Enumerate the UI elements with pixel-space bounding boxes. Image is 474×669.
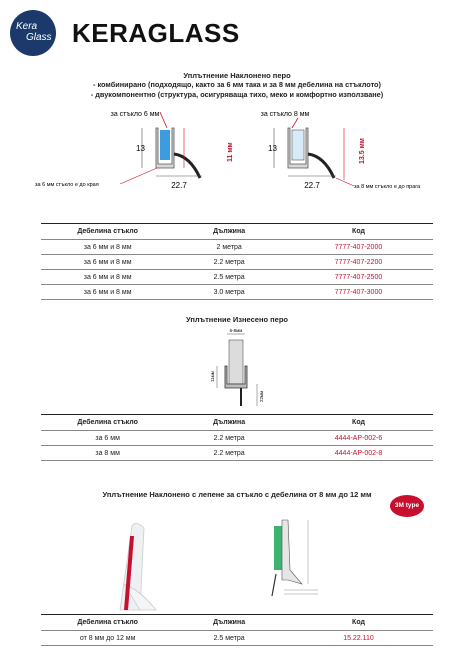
dim-width: 22.7: [171, 181, 187, 190]
keraglass-logo: [10, 10, 56, 56]
table-header-row: [41, 224, 433, 240]
table-row: [41, 255, 433, 270]
cell-length: 2.5 метра: [174, 631, 284, 646]
table-header-row: [41, 615, 433, 631]
seal-fin: [308, 154, 334, 178]
dim-left: 11мм: [210, 371, 215, 382]
cell-length: 2.2 метра: [174, 431, 284, 446]
th-code: Код: [284, 615, 433, 631]
table-protruding-seal: [41, 414, 433, 461]
profile-diagram-8mm: [220, 104, 421, 204]
logo-text: [16, 21, 52, 43]
th-thickness: Дебелина стъкло: [41, 415, 174, 431]
cell-length: 2.2 метра: [174, 255, 284, 270]
cell-thickness: за 6 мм и 8 мм: [41, 285, 174, 300]
cell-thickness: от 8 мм до 12 мм: [41, 631, 174, 646]
cell-length: 3.0 метра: [174, 285, 284, 300]
dim-width: 22.7: [304, 181, 320, 190]
table-row: [41, 270, 433, 285]
dim-height: 13: [268, 144, 277, 153]
section2-title: Уплътнение Изнесено перо: [185, 315, 289, 324]
section1-line-1: - комбинирано (подходящо, както за 6 мм така и за 8 мм дебелина на стъклото): [93, 80, 381, 89]
arrow-note: [120, 168, 157, 184]
cell-length: 2.2 метра: [174, 446, 284, 461]
profile-diagram-6mm: [35, 104, 234, 204]
section1-line-2: - двукомпонентно (структура, осигуряваща тихо, меко и комфортно използване): [90, 90, 384, 99]
seal-fin: [272, 574, 276, 596]
section1-title: Уплътнение Наклонено перо: [183, 71, 291, 80]
th-code: Код: [284, 415, 433, 431]
dim-top: 6-8мм: [229, 328, 243, 333]
cell-code: 4444-AP-002-6: [284, 431, 433, 446]
th-length: Дължина: [174, 224, 284, 240]
th-code: Код: [284, 224, 433, 240]
glass-panel: [274, 526, 282, 570]
glass-panel: [229, 340, 243, 384]
table-inclined-seal: [41, 223, 433, 300]
cell-thickness: за 6 мм и 8 мм: [41, 240, 174, 255]
cell-thickness: за 8 мм: [41, 446, 174, 461]
badge-3m-type: 3M type: [390, 495, 424, 517]
arrow-pointer: [292, 118, 298, 128]
label-8mm-note: за 8 мм стъкло е до прага: [354, 184, 421, 190]
arrow-pointer: [160, 112, 167, 128]
label-glass-8mm: за стъкло 8 мм: [260, 111, 310, 118]
cell-thickness: за 6 мм: [41, 431, 174, 446]
arrow-note: [336, 178, 354, 186]
glass-panel: [292, 130, 304, 160]
th-thickness: Дебелина стъкло: [41, 615, 174, 631]
dim-height: 13: [136, 144, 145, 153]
table-row: [41, 285, 433, 300]
seal-fin: [174, 154, 200, 178]
cell-code: 7777-407-2500: [284, 270, 433, 285]
cell-length: 2.5 метра: [174, 270, 284, 285]
cell-length: 2 метра: [174, 240, 284, 255]
label-6mm-note: за 6 мм стъкло е до края: [35, 182, 99, 188]
table-row: [41, 431, 433, 446]
table-row: [41, 446, 433, 461]
seal-profile: [282, 520, 302, 584]
adhesive-seal-drawing: [258, 514, 368, 604]
logo-text-line1: Kera: [16, 21, 38, 32]
brand-name: KERAGLASS: [72, 18, 240, 48]
header: [10, 10, 464, 54]
protruding-seal-diagram: [195, 326, 285, 410]
label-glass-6mm: за стъкло 6 мм: [110, 111, 160, 118]
table-header-row: [41, 415, 433, 431]
cell-code: 15.22.110: [284, 631, 433, 646]
table-adhesive-seal: [41, 614, 433, 646]
section3-title: Уплътнение Наклонено с лепене за стъкло с дебелина от 8 мм до 12 мм: [102, 490, 372, 499]
th-thickness: Дебелина стъкло: [41, 224, 174, 240]
th-length: Дължина: [174, 415, 284, 431]
dim-inner: 11 мм: [227, 142, 234, 162]
cell-code: 7777-407-2200: [284, 255, 433, 270]
glass-panel: [160, 130, 170, 160]
th-length: Дължина: [174, 615, 284, 631]
adhesive-seal-photo: [100, 514, 210, 614]
logo-text-line2: Glass: [26, 32, 52, 43]
cell-code: 4444-AP-002-8: [284, 446, 433, 461]
cell-thickness: за 6 мм и 8 мм: [41, 255, 174, 270]
dim-right: 22мм: [259, 390, 264, 402]
cell-code: 7777-407-2000: [284, 240, 433, 255]
table-row: [41, 631, 433, 646]
dim-inner: 13.5 мм: [359, 138, 366, 164]
cell-code: 7777-407-3000: [284, 285, 433, 300]
cell-thickness: за 6 мм и 8 мм: [41, 270, 174, 285]
table-row: [41, 240, 433, 255]
